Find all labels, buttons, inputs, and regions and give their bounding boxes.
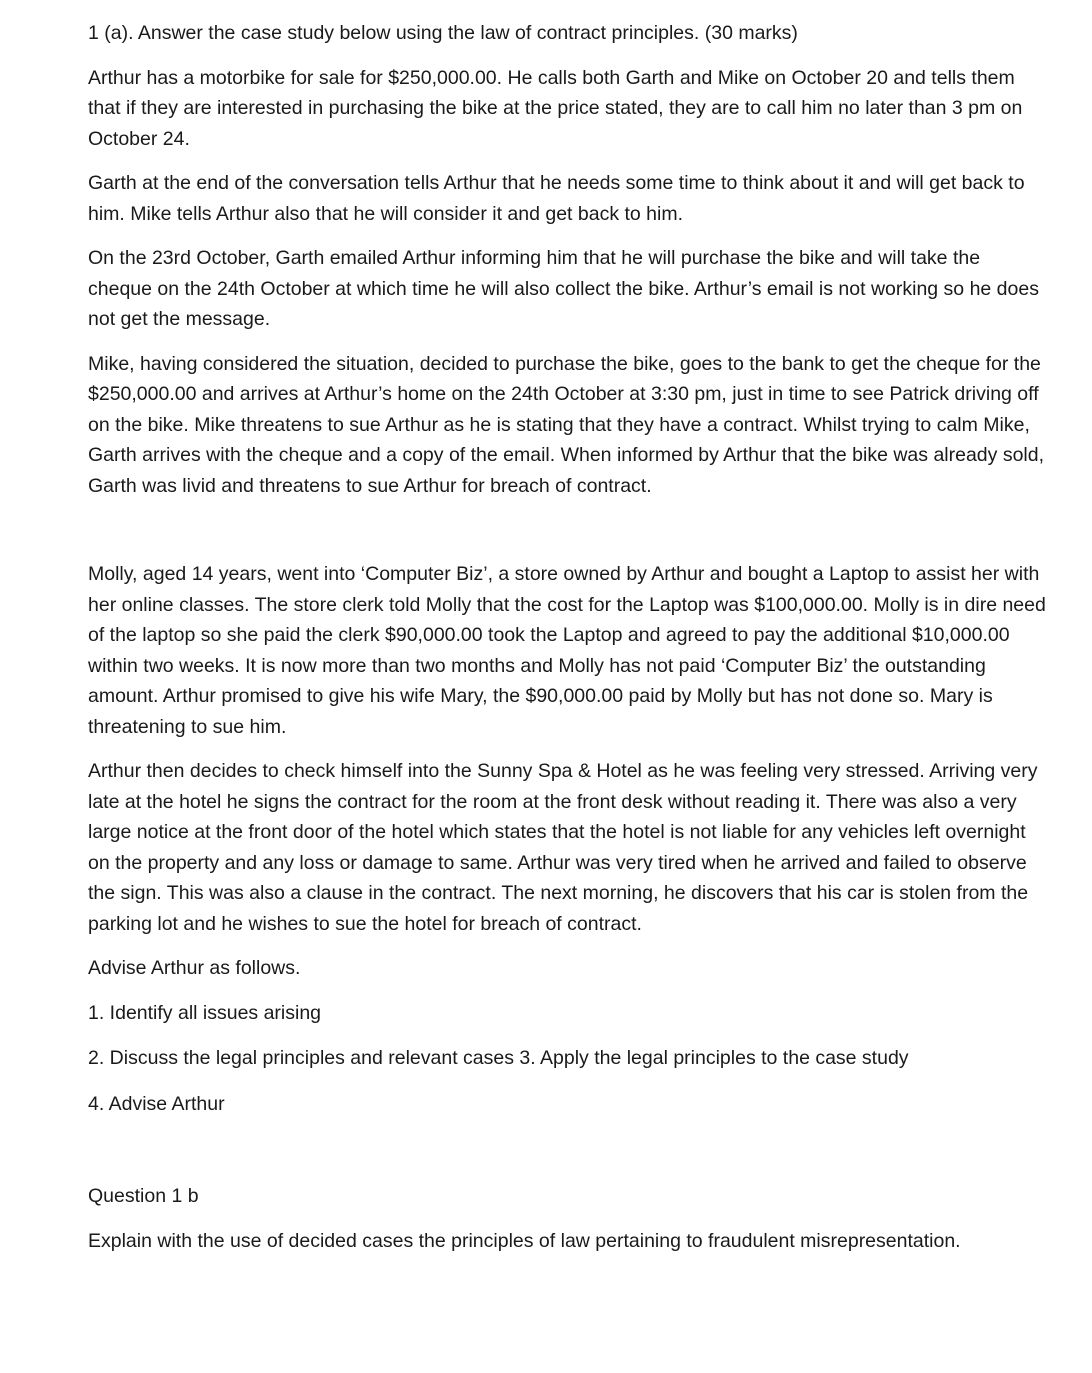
paragraph-hotel-stay: Arthur then decides to check himself into the Sunny Spa & Hotel as he was feeling very stressed. Arriving very late at the hotel he signs the contract for the room at the front desk without reading it. There was also a very large notice at the front door of the hotel which states that the hotel is not liable for any vehicles left overnight on the property and any loss or damage to same. Arthur was very tired when he arrived and failed to observe the sign. This was also a clause in the contract. The next morning, he discovers that his car is stolen from the parking lot and he wishes to sue the hotel for breach of contract.: [88, 760, 1038, 935]
question-1b-text: Explain with the use of decided cases the principles of law pertaining to fraudulent misrepresentation.: [88, 1229, 961, 1252]
task-item: 1. Identify all issues arising: [88, 1001, 322, 1024]
document-page: [88, 18, 1048, 1270]
paragraph-garth-mike-response: Garth at the end of the conversation tells Arthur that he needs some time to think about it and will get back to him. Mike tells Arthur also that he will consider it and get back to him.: [88, 172, 1025, 225]
task-item: 4. Advise Arthur: [88, 1092, 225, 1115]
paragraph-advise-intro: Advise Arthur as follows.: [88, 957, 301, 979]
paragraph-molly-laptop: Molly, aged 14 years, went into ‘Computer Biz’, a store owned by Arthur and bought a Laptop to assist her with her online classes. The store clerk told Molly that the cost for the Laptop was $100,000.00. Molly is in dire need of the laptop so she paid the clerk $90,000.00 took the Laptop and agreed to pay the additional $10,000.00 within two weeks. It is now more than two months and Molly has not paid ‘Computer Biz’ the outstanding amount. Arthur promised to give his wife Mary, the $90,000.00 paid by Molly but has not done so. Mary is threatening to sue him.: [88, 563, 1046, 738]
paragraph-mike-arrives: Mike, having considered the situation, decided to purchase the bike, goes to the bank to get the cheque for the $250,000.00 and arrives at Arthur’s home on the 24th October at 3:30 pm, just in time to see Patrick driving off on the bike. Mike threatens to sue Arthur as he is stating that they have a contract. Whilst trying to calm Mike, Garth arrives with the cheque and a copy of the email. When informed by Arthur that the bike was already sold, Garth was livid and threatens to sue Arthur for breach of contract.: [88, 352, 1045, 497]
paragraph-motorbike-offer: Arthur has a motorbike for sale for $250,000.00. He calls both Garth and Mike on October 20 and tells them that if they are interested in purchasing the bike at the price stated, they are to call him no later than 3 pm on October 24.: [88, 66, 1023, 150]
question-1b-heading: Question 1 b: [88, 1185, 199, 1207]
task-item: 2. Discuss the legal principles and relevant cases 3. Apply the legal principles to the case study: [88, 1047, 909, 1069]
question-1a-heading: 1 (a). Answer the case study below using the law of contract principles. (30 marks): [88, 22, 798, 44]
paragraph-garth-email: On the 23rd October, Garth emailed Arthur informing him that he will purchase the bike and will take the cheque on the 24th October at which time he will also collect the bike. Arthur’s email is not working so he does not get the message.: [88, 247, 1039, 330]
